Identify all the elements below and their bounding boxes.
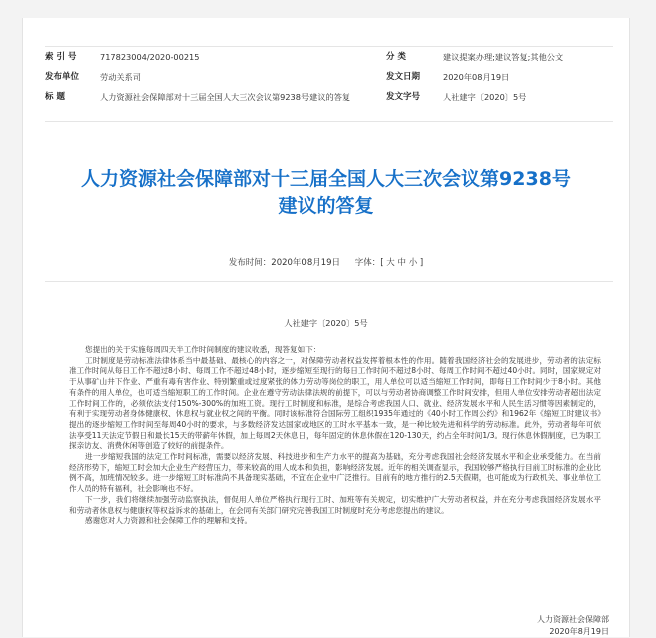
index-value: 717823004/2020-00215 xyxy=(100,52,200,62)
publish-time xyxy=(229,258,340,268)
meta-row-index xyxy=(45,47,613,67)
doc-no-value: 人社建字〔2020〕5号 xyxy=(443,92,527,102)
subject-value: 人力资源社会保障部对十三届全国人大三次会议第9238号建议的答复 xyxy=(100,92,351,102)
category-label: 分 类 xyxy=(386,52,406,62)
metadata-table xyxy=(45,46,613,122)
document-number: 人社建字〔2020〕5号 xyxy=(284,318,368,328)
paragraph-2: 工时制度是劳动标准法律体系当中最基础、最核心的内容之一，对保障劳动者权益发挥着根本性的作用。随着我国经济社会的发展进步，劳动者的法定标准工作时间从每日工作不超过8小时、每周工作不超过48小时，逐步缩短至现行的每日工作时间不超过8小时、每周工作时间不超过40小时。同时，国家规定对于从事矿山井下作业、严重有毒有害作业、特别繁重或过度紧张的体力劳动等岗位的职工，用人单位可以适当缩短工作时间，即每日工作时间少于8小时。其他有条件的用人单位，也可适当缩短职工的工作时间。企业在遵守劳动法律法规的前提下，可以与劳动者协商调整工作时间安排，但用人单位安排劳动者超出法定工作时间工作的，必须依法支付150%-300%的加班工资。现行工时制度和标准，是综合考虑我国人口、就业、经济发展水平和人民生活习惯等因素制定的，有利于实现劳动者身体健康权、休息权与就业权之间的平衡。同时该标准符合国际劳工组织1935年通过的《40小时工作周公约》和1962年《缩短工时建议书》提出的逐步缩短工作时间至每周40小时的要求，与多数经济发达国家或地区的工时水平基本一致，是一种比较先进和科学的劳动标准。此外，劳动者每年可依法享受11天法定节假日和最长15天的带薪年休假，加上每周2天休息日，每年固定的休息休假在120-130天，约占全年时间1/3。现行休息休假制度，已为职工探亲访友、消费休闲等创造了较好的前提条件。 xyxy=(69,355,601,451)
meta-row-issuer xyxy=(45,67,613,87)
divider xyxy=(45,281,613,282)
paragraph-1: 您提出的关于实施每周四天半工作时间制度的建议收悉，现答复如下： xyxy=(85,345,321,354)
paragraph-4: 下一步，我们将继续加强劳动监察执法，督促用人单位严格执行现行工时、加班等有关规定，切实维护广大劳动者权益，并在充分考虑我国经济发展水平和劳动者休息权与健康权等权益诉求的基础上，在会同有关部门研究完善我国工时制度时充分考虑您提出的建议。 xyxy=(69,494,601,515)
font-size-control[interactable] xyxy=(355,258,423,268)
issuer-value: 劳动关系司 xyxy=(100,72,141,82)
font-size-options[interactable]: [ 大 中 小 ] xyxy=(380,258,424,268)
publish-info xyxy=(23,256,629,268)
title-line-2: 建议的答复 xyxy=(278,195,374,217)
title-line-1: 人力资源社会保障部对十三届全国人大三次会议第9238号 xyxy=(81,168,571,190)
index-label: 索 引 号 xyxy=(45,52,77,62)
page-title xyxy=(23,166,629,220)
signature xyxy=(537,614,609,638)
paragraph-5: 感谢您对人力资源和社会保障工作的理解和支持。 xyxy=(85,516,253,526)
paragraph-3: 进一步缩短我国的法定工作时间标准，需要以经济发展、科技进步和生产力水平的提高为基础，充分考虑我国社会经济发展水平和企业承受能力。在当前经济形势下，缩短工时会加大企业生产经营压力，带来较高的用人成本和负担，影响经济发展。近年的相关调查显示，我国较够严格执行目前工时标准的企业比例不高，加班情况较多。进一步缩短工时标准尚不具备现实基础，不宜在企业中广泛推行。目前有的地方推行的2.5天假期，也可能成为行政机关、事业单位工作人员的特有福利，社会影响也不好。 xyxy=(69,452,601,494)
issue-date-value: 2020年08月19日 xyxy=(443,72,510,82)
meta-row-subject xyxy=(45,87,613,121)
publish-time-label: 发布时间： xyxy=(228,258,272,268)
signature-date: 2020年8月19日 xyxy=(549,627,609,636)
publish-time-value: 2020年08月19日 xyxy=(271,258,341,268)
issuer-label: 发布单位 xyxy=(45,72,80,82)
document-body xyxy=(69,345,601,527)
issue-date-label: 发文日期 xyxy=(386,72,421,82)
document-page xyxy=(22,18,630,637)
subject-label: 标 题 xyxy=(45,92,65,102)
signature-org: 人力资源社会保障部 xyxy=(537,615,609,624)
font-size-label: 字体： xyxy=(354,258,381,268)
doc-no-label: 发文字号 xyxy=(386,92,421,102)
category-value: 建议提案办理;建议答复;其他公文 xyxy=(443,52,564,62)
